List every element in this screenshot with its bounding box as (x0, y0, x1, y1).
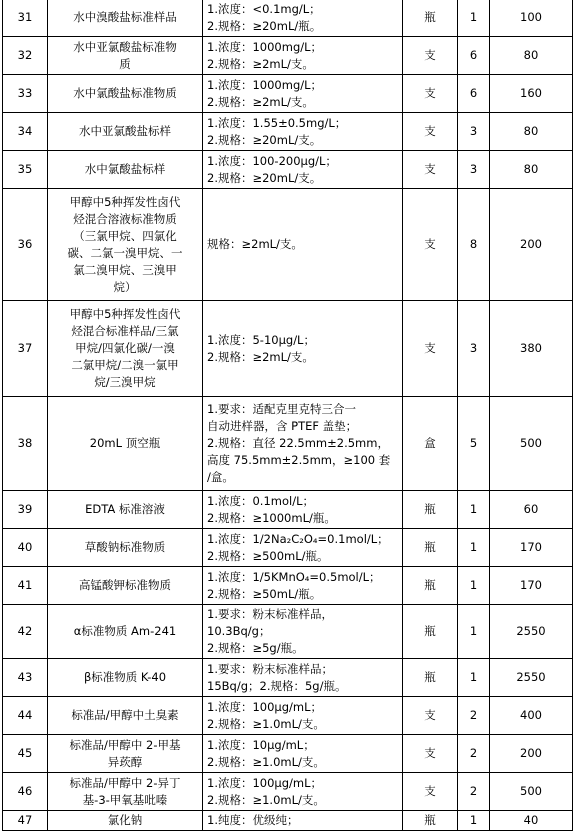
table-row (3, 567, 573, 605)
item-name-line: 标准品/甲醇中 2-异丁 (69, 775, 181, 790)
row-number: 46 (3, 773, 48, 811)
spec-line: /盒。 (207, 470, 234, 484)
row-number: 47 (3, 811, 48, 831)
item-name-line: 水中溴酸盐标准样品 (73, 10, 177, 24)
item-name-line: （三氯甲烷、四氯化 (73, 228, 177, 243)
item-unit: 支 (403, 189, 458, 301)
spec-line: 1.浓度：100-200μg/L； (207, 153, 337, 168)
spec-line: 2.规格：≥1.0mL/支。 (207, 716, 325, 731)
item-spec (203, 397, 403, 491)
row-number: 31 (3, 0, 48, 37)
spec-line: 1.浓度：100μg/mL； (207, 699, 323, 714)
item-quantity: 1 (458, 491, 490, 529)
spec-line: 自动进样器，含 PTEF 盖垫； (207, 419, 358, 433)
item-name-line: 水中氯酸盐标准物质 (73, 86, 177, 100)
item-name-line: 烃混合溶液标准物质 (73, 211, 177, 226)
item-name-line: α标准物质 Am-241 (73, 624, 177, 638)
spec-line: 1.浓度：0.1mol/L； (207, 493, 314, 508)
reagent-table (2, 0, 573, 831)
table-row (3, 697, 573, 735)
table-row (3, 773, 573, 811)
item-name-line: 20mL 顶空瓶 (89, 436, 161, 450)
item-price: 160 (490, 75, 573, 113)
spec-line: 1.浓度：1/5KMnO₄=0.5mol/L； (207, 569, 381, 584)
item-spec (203, 735, 403, 773)
table-row (3, 735, 573, 773)
table-row (3, 811, 573, 831)
spec-line: 1.浓度：1/2Na₂C₂O₄=0.1mol/L； (207, 531, 389, 546)
spec-line: 2.规格：≥1000mL/瓶。 (207, 510, 336, 525)
item-price: 500 (490, 773, 573, 811)
spec-line: 1.要求：适配克里克特三合一 (207, 402, 356, 416)
table-row (3, 151, 573, 189)
item-price: 400 (490, 697, 573, 735)
item-name-line: 烷/三溴甲烷 (94, 375, 156, 389)
table-row (3, 0, 573, 37)
item-quantity: 1 (458, 605, 490, 659)
spec-line: 15Bq/g；2.规格：5g/瓶。 (207, 678, 347, 693)
item-unit: 支 (403, 113, 458, 151)
row-number: 33 (3, 75, 48, 113)
item-name (48, 37, 203, 75)
item-quantity: 2 (458, 735, 490, 773)
spec-line: 1.浓度：5-10μg/L； (207, 332, 315, 347)
item-spec (203, 659, 403, 697)
spec-line: 高度 75.5mm±2.5mm，≥100 套 (207, 453, 391, 467)
item-name (48, 567, 203, 605)
item-name-line: 烷） (113, 279, 137, 294)
item-name-line: 水中亚氯酸盐标准物 (73, 39, 177, 54)
item-name (48, 735, 203, 773)
item-quantity: 1 (458, 529, 490, 567)
item-spec (203, 37, 403, 75)
item-name (48, 397, 203, 491)
item-unit: 瓶 (403, 491, 458, 529)
item-price: 200 (490, 189, 573, 301)
table-row (3, 301, 573, 397)
item-spec (203, 301, 403, 397)
spec-line: 2.规格：≥5g/瓶。 (207, 641, 304, 655)
item-quantity: 5 (458, 397, 490, 491)
spec-line: 2.规格：≥50mL/瓶。 (207, 586, 322, 601)
item-name-line: 基-3-甲氧基吡嗪 (82, 792, 168, 807)
spec-line: 1.浓度：10μg/mL； (207, 737, 315, 752)
item-spec (203, 113, 403, 151)
item-quantity: 1 (458, 567, 490, 605)
row-number: 36 (3, 189, 48, 301)
item-price: 200 (490, 735, 573, 773)
item-spec (203, 567, 403, 605)
item-unit: 瓶 (403, 605, 458, 659)
item-name-line: 甲醇中5种挥发性卤代 (69, 307, 181, 321)
spec-line: 1.纯度：优级纯； (207, 813, 299, 827)
item-name (48, 189, 203, 301)
item-spec (203, 605, 403, 659)
item-unit: 盒 (403, 397, 458, 491)
item-name-line: 烃混合标准样品/三氯 (71, 324, 179, 338)
table-row (3, 37, 573, 75)
item-name-line: 氯化钠 (107, 813, 143, 827)
spec-line: 1.浓度：1000mg/L； (207, 39, 323, 54)
item-unit: 支 (403, 301, 458, 397)
item-name (48, 75, 203, 113)
item-spec (203, 75, 403, 113)
item-unit: 瓶 (403, 567, 458, 605)
spec-line: 2.规格：≥1.0mL/支。 (207, 754, 325, 769)
row-number: 42 (3, 605, 48, 659)
item-name-line: EDTA 标准溶液 (85, 502, 165, 516)
item-spec (203, 0, 403, 37)
table-body (3, 0, 573, 831)
item-quantity: 1 (458, 0, 490, 37)
item-unit: 支 (403, 773, 458, 811)
item-name (48, 605, 203, 659)
item-name-line: 碳、二氯一溴甲烷、一 (67, 245, 183, 260)
table-row (3, 75, 573, 113)
table-row (3, 605, 573, 659)
item-unit: 支 (403, 75, 458, 113)
item-price: 2550 (490, 605, 573, 659)
item-unit: 瓶 (403, 659, 458, 697)
item-price: 380 (490, 301, 573, 397)
row-number: 40 (3, 529, 48, 567)
item-name (48, 0, 203, 37)
item-quantity: 6 (458, 37, 490, 75)
item-price: 80 (490, 113, 573, 151)
item-unit: 瓶 (403, 0, 458, 37)
item-unit: 瓶 (403, 529, 458, 567)
item-name-line: 氯二溴甲烷、三溴甲 (73, 262, 177, 277)
item-price: 80 (490, 37, 573, 75)
spec-line: 1.浓度：1.55±0.5mg/L； (207, 115, 347, 130)
item-name-line: 水中氯酸盐标样 (84, 162, 166, 176)
spec-line: 2.规格：≥20mL/瓶。 (207, 18, 322, 33)
row-number: 34 (3, 113, 48, 151)
row-number: 41 (3, 567, 48, 605)
spec-line: 10.3Bq/g； (207, 624, 271, 638)
item-name-line: 标准品/甲醇中 2-甲基 (69, 737, 181, 752)
spec-line: 1.浓度：<0.1mg/L； (207, 1, 321, 16)
spec-line: 2.规格：≥2mL/支。 (207, 56, 314, 71)
item-quantity: 8 (458, 189, 490, 301)
table-row (3, 659, 573, 697)
item-name (48, 301, 203, 397)
table-row (3, 189, 573, 301)
table-row (3, 529, 573, 567)
spec-line: 2.规格：≥20mL/支。 (207, 132, 322, 147)
item-name-line: 异莰醇 (107, 754, 143, 769)
item-price: 500 (490, 397, 573, 491)
item-quantity: 2 (458, 697, 490, 735)
item-spec (203, 697, 403, 735)
item-name (48, 773, 203, 811)
item-name-line: 质 (119, 56, 131, 71)
spec-line: 2.规格：≥2mL/支。 (207, 349, 314, 364)
row-number: 38 (3, 397, 48, 491)
row-number: 43 (3, 659, 48, 697)
table-row (3, 113, 573, 151)
item-name-line: β标准物质 K-40 (83, 670, 167, 684)
item-quantity: 2 (458, 773, 490, 811)
item-name (48, 697, 203, 735)
item-name (48, 151, 203, 189)
row-number: 32 (3, 37, 48, 75)
item-name-line: 甲醇中5种挥发性卤代 (69, 194, 181, 209)
item-name-line: 水中亚氯酸盐标样 (79, 124, 171, 138)
item-quantity: 6 (458, 75, 490, 113)
row-number: 45 (3, 735, 48, 773)
spec-line: 2.规格：≥1.0mL/支。 (207, 792, 325, 807)
item-name-line: 标准品/甲醇中土臭素 (71, 708, 179, 722)
item-price: 100 (490, 0, 573, 37)
item-price: 80 (490, 151, 573, 189)
spec-line: 1.浓度：100μg/mL； (207, 775, 323, 790)
item-price: 170 (490, 529, 573, 567)
item-name (48, 529, 203, 567)
item-spec (203, 151, 403, 189)
row-number: 35 (3, 151, 48, 189)
item-name (48, 113, 203, 151)
item-spec (203, 529, 403, 567)
item-unit: 支 (403, 735, 458, 773)
item-price: 40 (490, 811, 573, 831)
item-unit: 支 (403, 37, 458, 75)
spec-line: 2.规格：≥500mL/瓶。 (207, 548, 329, 563)
table-row (3, 491, 573, 529)
item-unit: 瓶 (403, 811, 458, 831)
item-unit: 支 (403, 697, 458, 735)
row-number: 37 (3, 301, 48, 397)
item-name-line: 甲烷/四氯化碳/一溴 (75, 341, 175, 355)
spec-line: 规格：≥2mL/支。 (207, 237, 303, 251)
item-spec (203, 773, 403, 811)
item-quantity: 1 (458, 811, 490, 831)
item-name-line: 高锰酸钾标准物质 (79, 578, 171, 592)
spec-line: 2.规格：≥20mL/支。 (207, 170, 322, 185)
spec-line: 2.规格：≥2mL/支。 (207, 94, 314, 109)
item-spec (203, 189, 403, 301)
item-price: 2550 (490, 659, 573, 697)
item-name (48, 659, 203, 697)
item-spec (203, 491, 403, 529)
row-number: 39 (3, 491, 48, 529)
spec-line: 1.浓度：1000mg/L； (207, 77, 323, 92)
item-quantity: 1 (458, 659, 490, 697)
spec-line: 1.要求：粉末标准样品； (207, 661, 333, 676)
item-name (48, 811, 203, 831)
item-price: 60 (490, 491, 573, 529)
item-price: 170 (490, 567, 573, 605)
item-name-line: 草酸钠标准物质 (84, 540, 166, 554)
item-name-line: 二氯甲烷/二溴一氯甲 (71, 358, 179, 372)
item-quantity: 3 (458, 301, 490, 397)
item-quantity: 3 (458, 113, 490, 151)
spec-line: 1.要求：粉末标准样品， (207, 607, 333, 621)
item-spec (203, 811, 403, 831)
table-row (3, 397, 573, 491)
item-unit: 支 (403, 151, 458, 189)
spec-line: 2.规格：直径 22.5mm±2.5mm， (207, 436, 389, 450)
row-number: 44 (3, 697, 48, 735)
item-quantity: 3 (458, 151, 490, 189)
item-name (48, 491, 203, 529)
